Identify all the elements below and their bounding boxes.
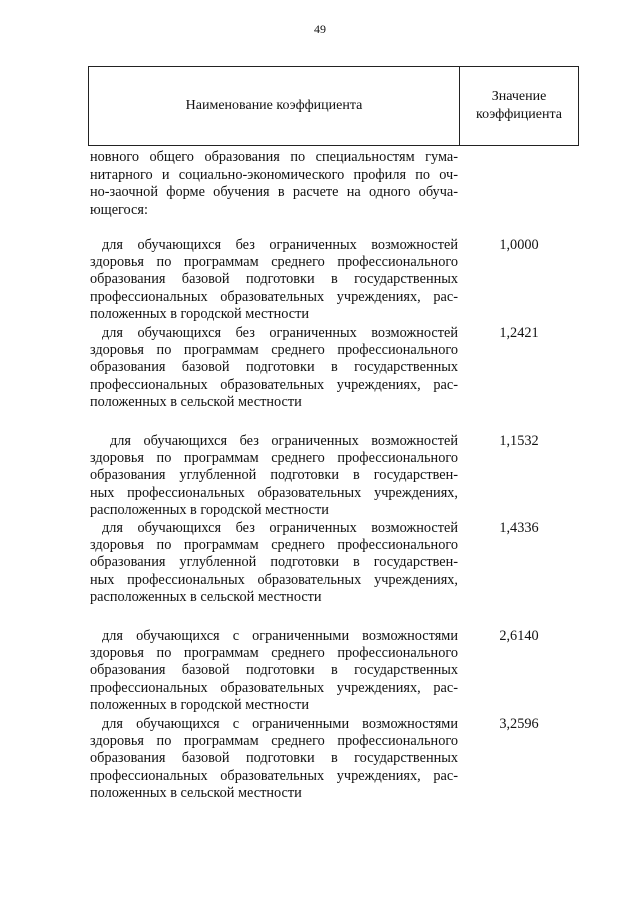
entry-line: расположенных в городской местности xyxy=(90,501,329,518)
entry-line: профессиональных образовательных учреждениях, рас- xyxy=(90,679,458,696)
coefficient-value: 1,1532 xyxy=(499,433,539,449)
entry-line: положенных в сельской местности xyxy=(90,784,302,801)
column-header-value xyxy=(460,67,578,145)
entry-line: для обучающихся без ограниченных возможностей xyxy=(102,520,458,536)
entry-line: здоровья по программам среднего профессионального xyxy=(90,645,458,662)
coefficient-entry xyxy=(90,325,458,411)
coefficient-entry xyxy=(90,520,458,606)
entry-line: здоровья по программам среднего профессионального xyxy=(90,342,458,359)
entry-line: ных профессиональных образовательных учреждениях, xyxy=(90,571,458,588)
intro-line: ющегося: xyxy=(90,201,148,218)
column-header-value-line1: Значение xyxy=(491,89,547,104)
entry-line: для обучающихся без ограниченных возможностей xyxy=(102,325,458,341)
entry-line: для обучающихся без ограниченных возможностей xyxy=(102,237,458,253)
entry-line: образования базовой подготовки в государственных xyxy=(90,662,458,679)
coefficient-entry xyxy=(90,716,458,802)
entry-line: для обучающихся с ограниченными возможностями xyxy=(102,716,458,732)
entry-line: образования базовой подготовки в государственных xyxy=(90,359,458,376)
coefficient-entry xyxy=(90,433,458,519)
coefficient-entry xyxy=(90,628,458,714)
entry-line: расположенных в сельской местности xyxy=(90,588,322,605)
entry-line: образования базовой подготовки в государственных xyxy=(90,271,458,288)
entry-line: образования базовой подготовки в государственных xyxy=(90,750,458,767)
intro-line: нитарного и социально-экономического профиля по оч- xyxy=(90,166,458,183)
entry-line: ных профессиональных образовательных учреждениях, xyxy=(90,484,458,501)
entry-line: образования углубленной подготовки в государствен- xyxy=(90,554,458,571)
entry-line: профессиональных образовательных учреждениях, рас- xyxy=(90,376,458,393)
entry-line: профессиональных образовательных учреждениях, рас- xyxy=(90,767,458,784)
coefficient-entry xyxy=(90,237,458,323)
intro-paragraph xyxy=(90,149,458,219)
coefficient-value: 1,4336 xyxy=(499,520,539,536)
coefficient-value: 2,6140 xyxy=(499,628,539,644)
entry-line: здоровья по программам среднего профессионального xyxy=(90,733,458,750)
page-number: 49 xyxy=(314,22,326,36)
entry-line: здоровья по программам среднего профессионального xyxy=(90,254,458,271)
entry-line: образования углубленной подготовки в государствен- xyxy=(90,467,458,484)
entry-line: профессиональных образовательных учреждениях, рас- xyxy=(90,288,458,305)
entry-line: здоровья по программам среднего профессионального xyxy=(90,537,458,554)
intro-line: новного общего образования по специальностям гума- xyxy=(90,149,458,165)
entry-line: положенных в городской местности xyxy=(90,305,310,322)
entry-line: положенных в сельской местности xyxy=(90,393,302,410)
intro-line: но-заочной форме обучения в расчете на одного обуча- xyxy=(90,184,458,200)
entry-line: для обучающихся без ограниченных возможностей xyxy=(110,433,458,449)
coefficient-value: 1,2421 xyxy=(499,325,539,341)
coefficient-value: 1,0000 xyxy=(499,237,539,253)
table-header xyxy=(88,66,579,146)
entry-line: для обучающихся с ограниченными возможностями xyxy=(102,628,458,644)
entry-line: здоровья по программам среднего профессионального xyxy=(90,450,458,467)
coefficient-value: 3,2596 xyxy=(499,716,539,732)
column-header-name: Наименование коэффициента xyxy=(89,67,460,145)
entry-line: положенных в городской местности xyxy=(90,696,310,713)
column-header-value-line2: коэффициента xyxy=(476,107,562,122)
